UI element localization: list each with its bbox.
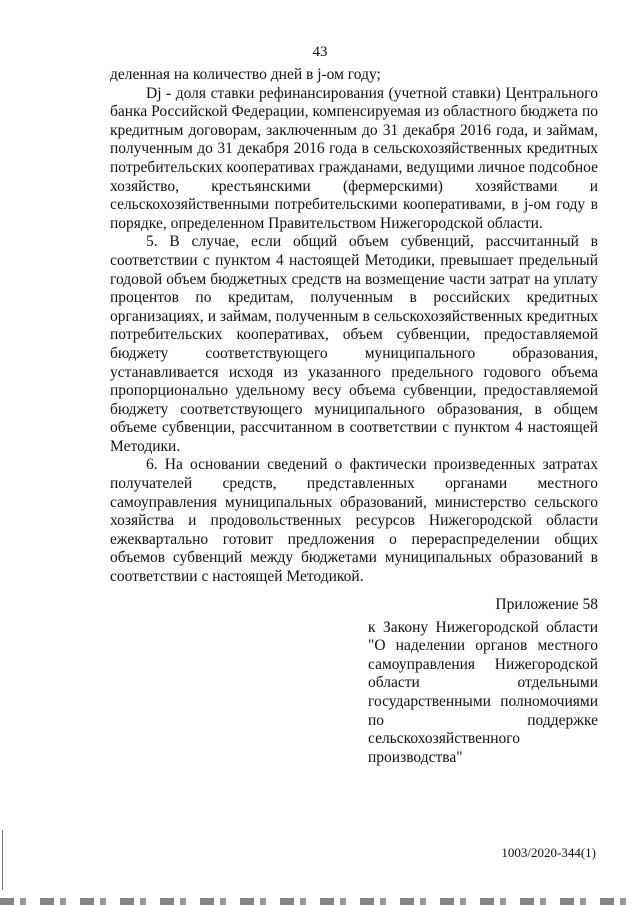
- paragraph-item-6: 6. На основании сведений о фактически произведенных затратах получателей средств, представленных органами местного самоуправления муниципальных образований, министерство сельского хозяйства и продовольственных ресурсов Нижегородской области ежеквартально готовит предложения о перераспределении общих объемов субвенций между бюджетами муниципальных образований в соответствии с настоящей Методикой.: [110, 456, 598, 586]
- paragraph-item-5: 5. В случае, если общий объем субвенций, рассчитанный в соответствии с пунктом 4 настоящей Методики, превышает предельный годовой объем бюджетных средств на возмещение части затрат на уплату процентов по кредитам, полученным в российских кредитных организациях, и займам, полученным в сельскохозяйственных кредитных потребительских кооперативах, объем субвенции, предоставляемой бюджету соответствующего муниципального образования, устанавливается исходя из указанного предельного годового объема пропорционально удельному весу объема субвенции, предоставляемой бюджету соответствующего муниципального образования, в общем объеме субвенции, рассчитанном в соответствии с пунктом 4 настоящей Методики.: [110, 233, 598, 455]
- scan-edge-mark: [2, 830, 3, 890]
- appendix-title: Приложение 58: [495, 596, 598, 613]
- paragraph-dj-definition: Dj - доля ставки рефинансирования (учетной ставки) Центрального банка Российской Федерации, компенсируемая из областного бюджета по кредитным договорам, заключенным до 31 декабря 2016 года, и займам, полученным до 31 декабря 2016 года в сельскохозяйственных кредитных потребительских кооперативах гражданами, ведущими личное подсобное хозяйство, крестьянскими (фермерскими) хозяйствами и сельскохозяйственными потребительскими кооперативами, в j-ом году в порядке, определенном Правительством Нижегородской области.: [110, 84, 598, 232]
- page-number: 43: [312, 44, 328, 60]
- appendix-block: [368, 596, 598, 767]
- document-code: 1003/2020-344(1): [501, 845, 596, 860]
- paragraph-continuation: деленная на количество дней в j-ом году;: [110, 66, 381, 83]
- document-body: [110, 66, 598, 587]
- scan-bottom-artifact: [0, 898, 640, 905]
- appendix-reference: к Закону Нижегородской области "О наделении органов местного самоуправления Нижегородской области отдельными государственными полномочиями по поддержке сельскохозяйственного производства": [368, 618, 598, 766]
